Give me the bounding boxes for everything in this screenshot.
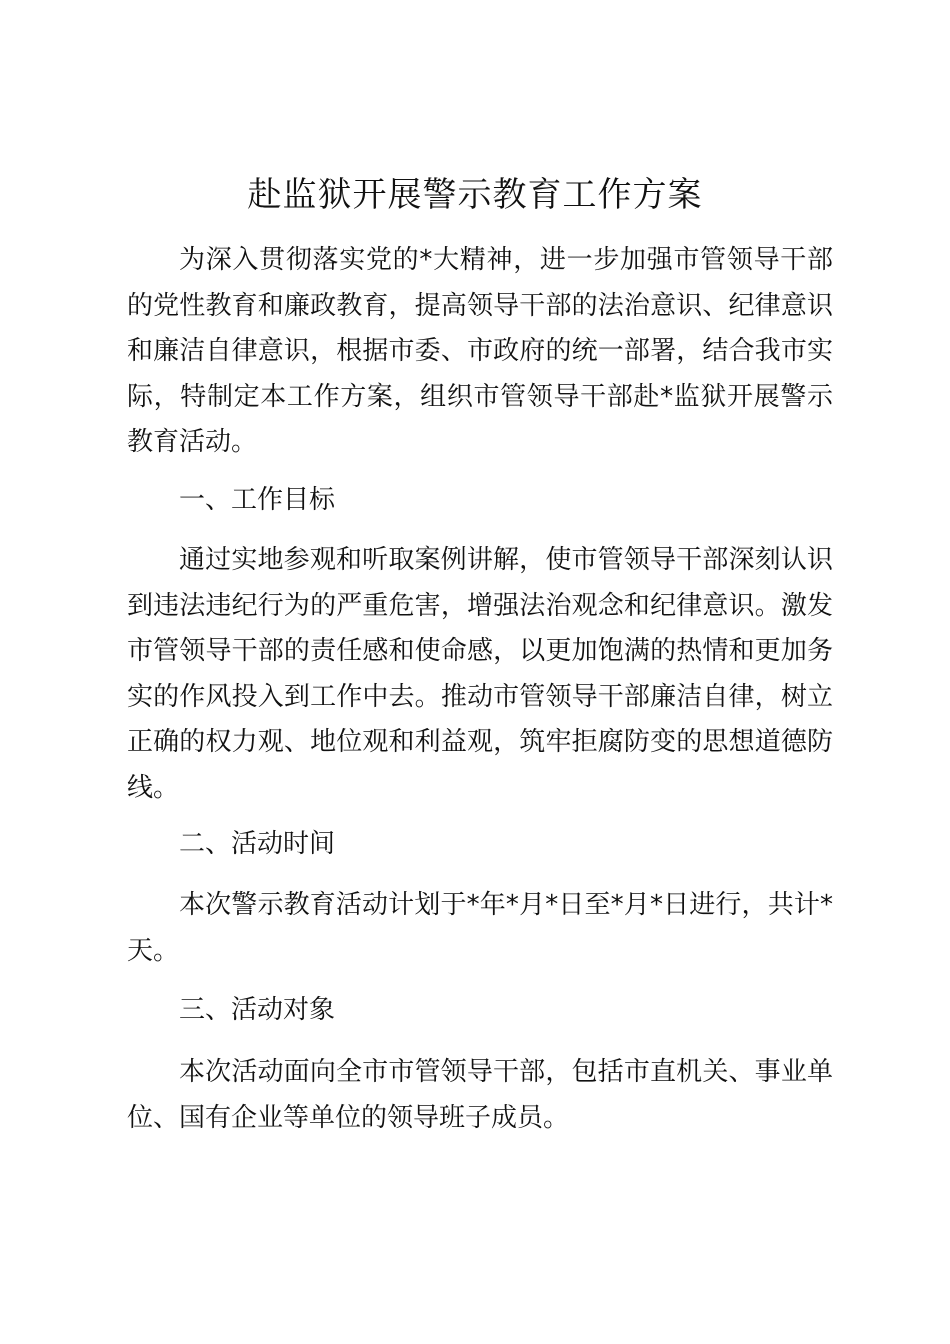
document-title: 赴监狱开展警示教育工作方案 [247, 175, 703, 215]
section-heading-time: 二、活动时间 [179, 829, 336, 859]
intro-paragraph: 为深入贯彻落实党的*大精神，进一步加强市管领导干部的党性教育和廉政教育，提高领导干部的法治意识、纪律意识和廉洁自律意识，根据市委、市政府的统一部署，结合我市实际，特制定本工作方案，组织市管领导干部赴*监狱开展警示教育活动。 [127, 245, 833, 457]
section-paragraph-audience: 本次活动面向全市市管领导干部，包括市直机关、事业单位、国有企业等单位的领导班子成员。 [127, 1057, 833, 1133]
section-paragraph-time: 本次警示教育活动计划于*年*月*日至*月*日进行，共计*天。 [127, 890, 833, 966]
section-heading-audience: 三、活动对象 [179, 995, 336, 1025]
section-heading-goals: 一、工作目标 [179, 485, 336, 515]
section-paragraph-goals: 通过实地参观和听取案例讲解，使市管领导干部深刻认识到违法违纪行为的严重危害，增强法治观念和纪律意识。激发市管领导干部的责任感和使命感，以更加饱满的热情和更加务实的作风投入到工作中去。推动市管领导干部廉洁自律，树立正确的权力观、地位观和利益观，筑牢拒腐防变的思想道德防线。 [127, 545, 833, 803]
